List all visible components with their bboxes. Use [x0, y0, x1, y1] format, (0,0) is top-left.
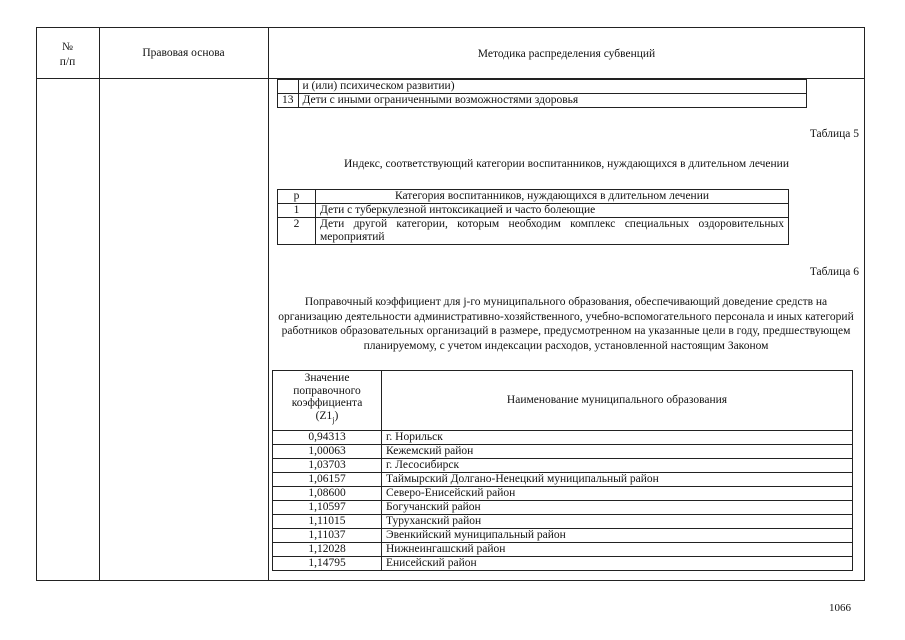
table5-text-cell: Дети другой категории, которым необходим комплекс специальных оздоровительных мероприятий [316, 218, 789, 245]
table-header-row [273, 371, 853, 431]
table-row [278, 204, 789, 218]
table5-caption: Таблица 5 [809, 128, 859, 140]
header-col-num-line1: № [62, 41, 73, 53]
table6-name-cell: г. Лесосибирск [382, 459, 853, 473]
table6-name-cell: Нижнеингашский район [382, 543, 853, 557]
table-row [273, 445, 853, 459]
table6-value-cell: 1,00063 [273, 445, 382, 459]
table6-header-value-line1: Значение [304, 372, 350, 384]
table6 [272, 370, 853, 571]
table5-num-cell: 1 [278, 204, 316, 218]
table6-header-value [273, 371, 382, 431]
column-divider-1 [99, 27, 100, 581]
table6-value-cell: 1,10597 [273, 501, 382, 515]
table6-name-cell: Северо-Енисейский район [382, 487, 853, 501]
table4-num-cell [278, 80, 299, 94]
column-divider-2 [268, 27, 269, 581]
table-header-row [278, 190, 789, 204]
table4-num-cell: 13 [278, 94, 299, 108]
table-row [273, 543, 853, 557]
header-col-num [36, 40, 99, 70]
table6-value-cell: 1,06157 [273, 473, 382, 487]
table6-name-cell: Эвенкийский муниципальный район [382, 529, 853, 543]
table-row [273, 501, 853, 515]
table-row [278, 80, 807, 94]
table5-title: Индекс, соответствующий категории воспитанников, нуждающихся в длительном лечении [343, 158, 789, 170]
table-row [278, 218, 789, 245]
table6-name-cell: Туруханский район [382, 515, 853, 529]
table-row [273, 557, 853, 571]
z1-symbol: (Z1 [315, 409, 333, 422]
table6-header-name: Наименование муниципального образования [382, 371, 853, 431]
table-row [278, 94, 807, 108]
table6-value-cell: 1,11037 [273, 529, 382, 543]
table6-value-cell: 0,94313 [273, 431, 382, 445]
table6-value-cell: 1,08600 [273, 487, 382, 501]
table5-num-cell: 2 [278, 218, 316, 245]
table5-header-num: р [278, 190, 316, 204]
table6-header-value-line3: коэффициента [291, 397, 363, 409]
table6-header-value-line2: поправочного [293, 384, 361, 397]
table6-name-cell: Таймырский Долгано-Ненецкий муниципальный район [382, 473, 853, 487]
table6-value-cell: 1,14795 [273, 557, 382, 571]
table-row [273, 459, 853, 473]
z1-close-paren: ) [334, 409, 339, 422]
table6-title: Поправочный коэффициент для j-го муниципального образования, обеспечивающий доведение средств на организацию деятельности административно-хозяйственного, учебно-вспомогательного персонала и иных категорий работников образовательных организаций в размере, предусмотренном на указанные цели в году, предшествующем планируемому, с учетом индексации расходов, установленной настоящим Законом [278, 296, 854, 352]
table-row [273, 529, 853, 543]
table5-header-category: Категория воспитанников, нуждающихся в длительном лечении [316, 190, 789, 204]
header-col-num-line2: п/п [59, 56, 76, 68]
table-row [273, 473, 853, 487]
table6-caption: Таблица 6 [809, 266, 859, 278]
header-col-method: Методика распределения субвенций [477, 48, 656, 60]
header-col-legal: Правовая основа [142, 47, 225, 59]
table6-value-cell: 1,12028 [273, 543, 382, 557]
table-row [273, 431, 853, 445]
table6-name-cell: Кежемский район [382, 445, 853, 459]
table6-name-cell: г. Норильск [382, 431, 853, 445]
table6-header-value-line4 [277, 410, 377, 427]
table4-tail [277, 79, 807, 108]
table6-value-cell: 1,03703 [273, 459, 382, 473]
page-number: 1066 [829, 602, 851, 614]
table4-text-cell: и (или) психическом развитии) [298, 80, 807, 94]
table6-name-cell: Богучанский район [382, 501, 853, 515]
table6-name-cell: Енисейский район [382, 557, 853, 571]
table5-text-cell: Дети с туберкулезной интоксикацией и часто болеющие [316, 204, 789, 218]
table6-value-cell: 1,11015 [273, 515, 382, 529]
z1-subscript: j [332, 414, 335, 424]
table-row [273, 487, 853, 501]
table4-text-cell: Дети с иными ограниченными возможностями здоровья [298, 94, 807, 108]
table-row [273, 515, 853, 529]
table5 [277, 189, 789, 245]
